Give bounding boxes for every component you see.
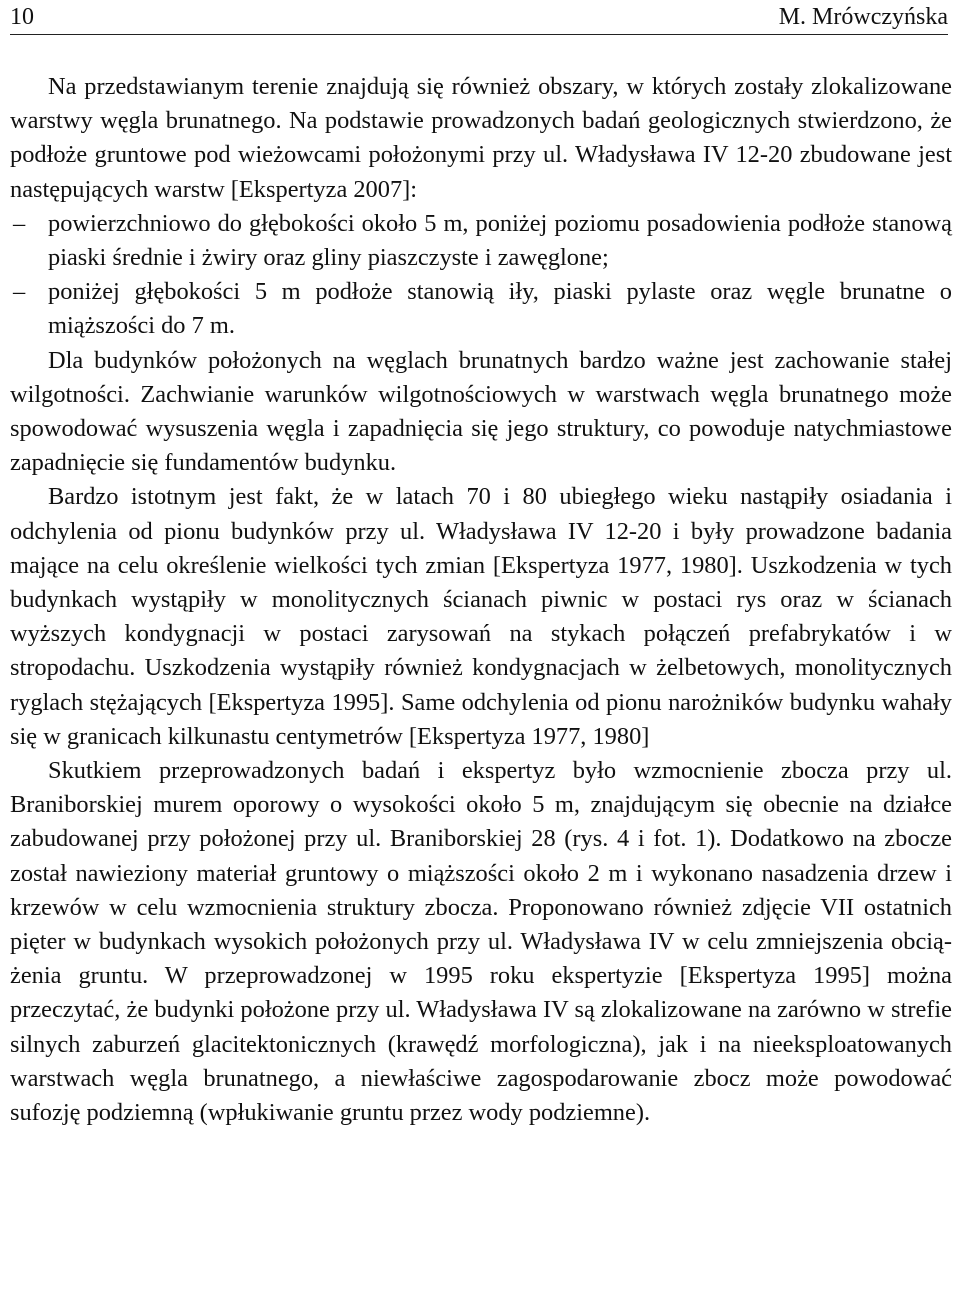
paragraph-3: Bardzo istotnym jest fakt, że w latach 70 i 80 ubiegłego wieku nastąpiły osiadania i odchylenia od pionu budynków przy ul. Władysława IV 12-20 i były prowadzone badania mające na celu określenie wielkości tych zmian [Ekspertyza 1977, 1980]. Uszkodzenia w tych budynkach wystąpiły w monolitycznych ścianach piwnic w postaci rys oraz w ścianach wyższych kondygnacji w postaci zarysowań na stykach połączeń prefabrykatów i w stropodachu. Uszkodzenia wystąpiły również kondygnacjach w żelbetowych, monolitycznych ryglach stężających [Ekspertyza 1995]. Same odchylenia od pionu narożników budynku wahały się w granicach kilkunastu centymetrów [Ekspertyza 1977, 1980] [10,483,952,750]
running-author: M. Mrówczyńska [778,4,948,30]
dash-marker: – [13,278,26,306]
body-text [10,70,952,1130]
list-item-text: poniżej głębokości 5 m podłoże stanowią iły, piaski pylaste oraz węgle brunatne o miąższości do 7 m. [48,278,952,340]
paragraph-1: Na przedstawianym terenie znajdują się również obszary, w których zostały zlokalizowane warstwy węgla brunatnego. Na podstawie prowadzonych badań geologicznych stwierdzono, że podłoże gruntowe pod wieżowcami położonymi przy ul. Władysława IV 12-20 zbudowane jest następujących warstw [Ekspertyza 2007]: [10,73,952,203]
running-header [10,0,948,35]
paragraph-4: Skutkiem przeprowadzonych badań i ekspertyz było wzmocnienie zbocza przy ul. Braniborskiej murem oporowy o wysokości około 5 m, znajdującym się obecnie na działce zabudowanej przy położonej przy ul. Braniborskiej 28 (rys. 4 i fot. 1). Dodatkowo na zbocze został nawieziony materiał gruntowy o miąższości około 2 m i wykonano nasadzenia drzew i krzewów w celu wzmocnienia struktury zbocza. Proponowano również zdjęcie VII ostatnich pięter w budynkach wysokich położonych przy ul. Władysława IV w celu zmniejszenia obciążenia gruntu. W przeprowadzonej w 1995 roku ekspertyzie [Ekspertyza 1995] można przeczytać, że budynki położone przy ul. Władysława IV są zlokalizowane na zarówno w strefie silnych zaburzeń glacitektonicznych (krawędź morfologiczna), jak i na nieeksploatowanych warstwach węgla brunatnego, a niewłaściwe zagospodarowanie zbocz może powodować sufozję podziemną (wpłukiwanie gruntu przez wody podziemne). [10,757,952,1127]
paragraph-2: Dla budynków położonych na węglach brunatnych bardzo ważne jest zachowanie stałej wilgotności. Zachwianie warunków wilgotnościowych w warstwach węgla brunatnego może spowodować wysuszenia węgla i zapadnięcia się jego struktury, co powoduje natychmiastowe zapadnięcie się fundamentów budynku. [10,346,952,477]
list-item [10,207,952,275]
list-item-text: powierzchniowo do głębokości około 5 m, poniżej poziomu posadowienia podłoże stanową piaski średnie i żwiry oraz gliny piaszczyste i zawęglone; [48,209,952,272]
bullet-list [10,207,952,344]
list-item [10,275,952,343]
dash-marker: – [13,209,26,237]
page-number: 10 [10,4,34,30]
